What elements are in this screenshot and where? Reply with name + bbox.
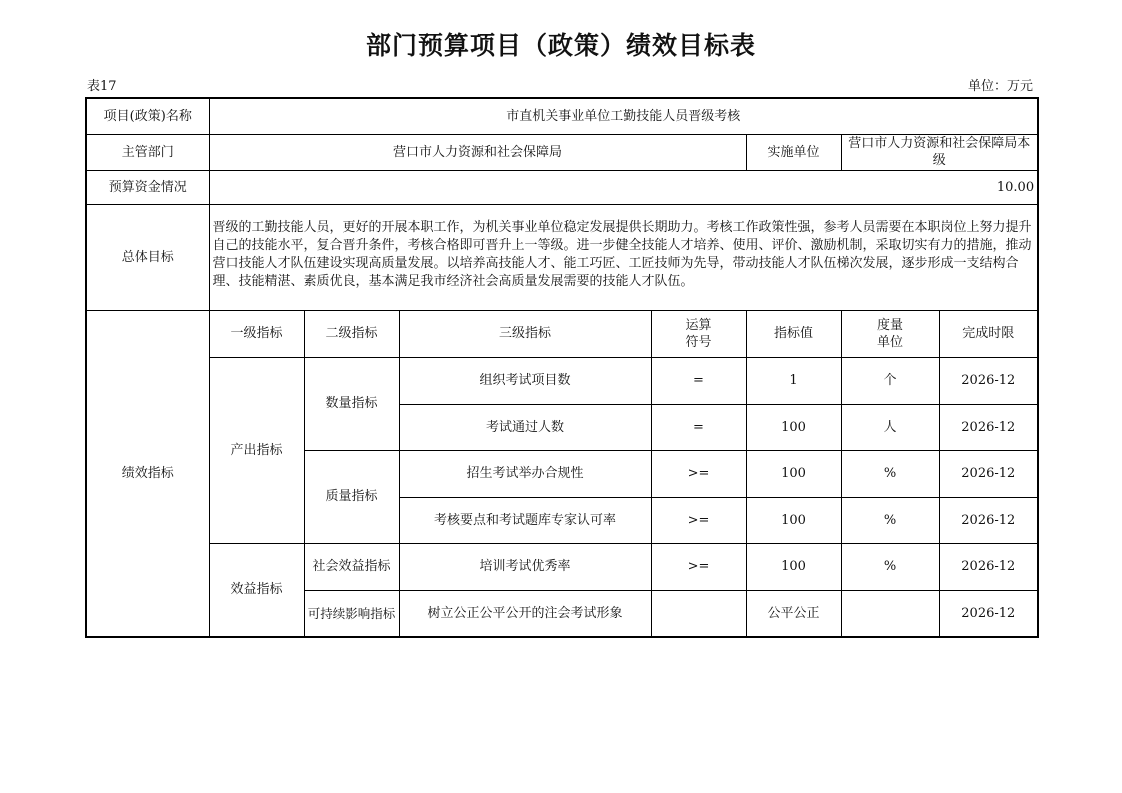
- indicator-unit: 个: [841, 357, 939, 404]
- table-number: 表17: [87, 79, 117, 94]
- dept-value: 营口市人力资源和社会保障局: [209, 134, 746, 170]
- indicator-value: 100: [746, 543, 841, 590]
- group-quantity: 数量指标: [304, 357, 399, 450]
- indicator-op: =: [651, 357, 746, 404]
- project-name-value: 市直机关事业单位工勤技能人员晋级考核: [209, 98, 1038, 134]
- header-unit: [841, 310, 939, 357]
- indicator-deadline: 2026-12: [939, 543, 1038, 590]
- indicator-deadline: 2026-12: [939, 450, 1038, 497]
- table-header-row: [86, 310, 1038, 357]
- header-level2: 二级指标: [304, 310, 399, 357]
- table-row: [86, 98, 1038, 134]
- budget-value: 10.00: [209, 170, 1038, 204]
- indicator-unit: %: [841, 450, 939, 497]
- impl-unit-label: 实施单位: [746, 134, 841, 170]
- group-sustain: 可持续影响指标: [304, 590, 399, 637]
- indicator-name: 考核要点和考试题库专家认可率: [399, 497, 651, 543]
- group-benefit: 效益指标: [209, 543, 304, 637]
- indicator-name: 培训考试优秀率: [399, 543, 651, 590]
- perf-indicator-label: 绩效指标: [86, 310, 209, 637]
- impl-unit-value: 营口市人力资源和社会保障局本级: [841, 134, 1038, 170]
- table-row: [86, 204, 1038, 310]
- header-operator-line2: 符号: [685, 334, 712, 350]
- indicator-value: 100: [746, 450, 841, 497]
- header-deadline: 完成时限: [939, 310, 1038, 357]
- group-social: 社会效益指标: [304, 543, 399, 590]
- indicator-deadline: 2026-12: [939, 497, 1038, 543]
- header-level3: 三级指标: [399, 310, 651, 357]
- header-operator: [651, 310, 746, 357]
- group-output: 产出指标: [209, 357, 304, 543]
- indicator-unit: 人: [841, 404, 939, 450]
- indicator-unit: [841, 590, 939, 637]
- header-unit-line2: 单位: [876, 334, 903, 350]
- goal-label: 总体目标: [86, 204, 209, 310]
- group-quality: 质量指标: [304, 450, 399, 543]
- budget-label: 预算资金情况: [86, 170, 209, 204]
- table-row: [86, 134, 1038, 170]
- table-row: [86, 170, 1038, 204]
- indicator-value: 1: [746, 357, 841, 404]
- header-value: 指标值: [746, 310, 841, 357]
- indicator-unit: %: [841, 497, 939, 543]
- indicator-op: >=: [651, 450, 746, 497]
- indicator-unit: %: [841, 543, 939, 590]
- page-title: 部门预算项目（政策）绩效目标表: [365, 31, 756, 60]
- indicator-op: >=: [651, 497, 746, 543]
- indicator-name: 招生考试举办合规性: [399, 450, 651, 497]
- indicator-op: =: [651, 404, 746, 450]
- header-level1: 一级指标: [209, 310, 304, 357]
- indicator-deadline: 2026-12: [939, 357, 1038, 404]
- indicator-name: 考试通过人数: [399, 404, 651, 450]
- project-name-label: 项目(政策)名称: [86, 98, 209, 134]
- indicator-op: >=: [651, 543, 746, 590]
- indicator-value: 公平公正: [746, 590, 841, 637]
- indicator-deadline: 2026-12: [939, 590, 1038, 637]
- performance-target-table: [85, 97, 1039, 638]
- indicator-name: 组织考试项目数: [399, 357, 651, 404]
- indicator-op: [651, 590, 746, 637]
- table-row: [86, 543, 1038, 590]
- table-row: [86, 357, 1038, 404]
- indicator-deadline: 2026-12: [939, 404, 1038, 450]
- header-operator-line1: 运算: [685, 317, 712, 333]
- indicator-value: 100: [746, 404, 841, 450]
- dept-label: 主管部门: [86, 134, 209, 170]
- indicator-value: 100: [746, 497, 841, 543]
- header-unit-line1: 度量: [876, 317, 903, 333]
- goal-text: 晋级的工勤技能人员，更好的开展本职工作，为机关事业单位稳定发展提供长期助力。考核工作政策性强，参考人员需要在本职岗位上努力提升自己的技能水平，复合晋升条件，考核合格即可晋升上一等级。进一步健全技能人才培养、使用、评价、激励机制，采取切实有力的措施，推动营口技能人才队伍建设实现高质量发展。以培养高技能人才、能工巧匠、工匠技师为先导，带动技能人才队伍梯次发展，逐步形成一支结构合理、技能精湛、素质优良，基本满足我市经济社会高质量发展需要的技能人才队伍。: [209, 204, 1038, 310]
- unit-label: 单位：万元: [967, 79, 1033, 94]
- indicator-name: 树立公正公平公开的注会考试形象: [399, 590, 651, 637]
